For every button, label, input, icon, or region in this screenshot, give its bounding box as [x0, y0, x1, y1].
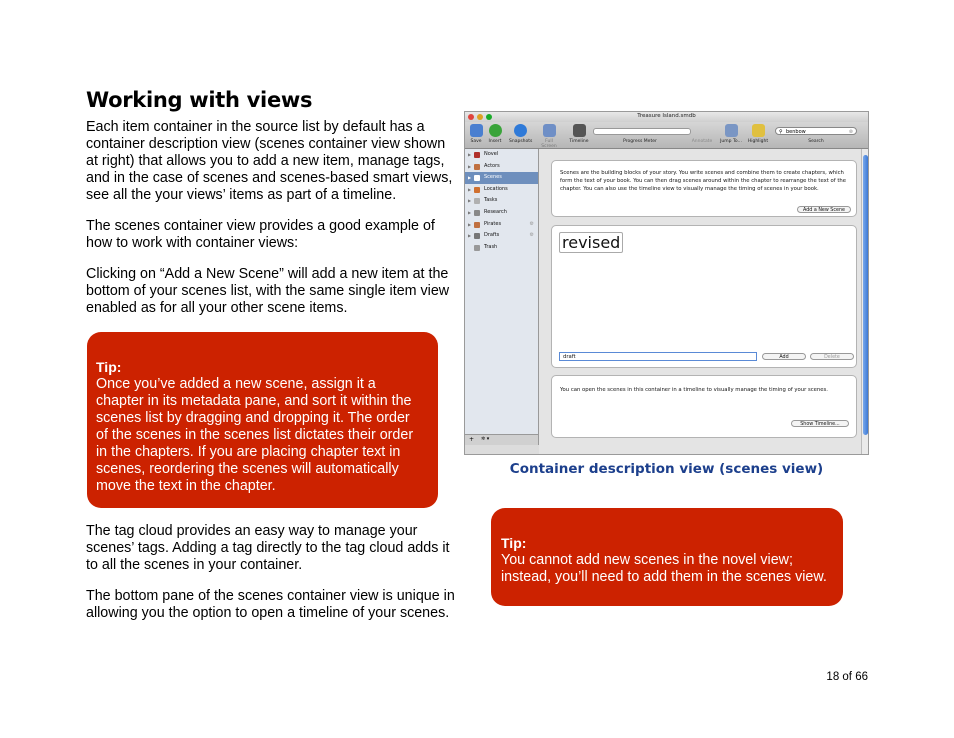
- disclosure-icon[interactable]: ▶: [468, 175, 472, 181]
- timeline-pane: [551, 375, 857, 438]
- sidebar-item-locations[interactable]: ▶ Locations: [465, 184, 538, 196]
- toolbar-save[interactable]: Save: [465, 124, 487, 144]
- sidebar-item-tasks[interactable]: ▶ Tasks: [465, 195, 538, 207]
- save-icon: [470, 124, 483, 137]
- drafts-icon: [474, 233, 480, 239]
- clear-search-icon[interactable]: ⊗: [848, 129, 853, 135]
- magnifier-icon: ⚲: [779, 129, 783, 135]
- tip-label: Tip:: [501, 535, 527, 551]
- tasks-icon: [474, 198, 480, 204]
- intro-paragraph: Each item container in the source list by default has a container description view (scenes container view shown at right) that allows you to add a new item, manage tags, and in the case of scenes and scenes-based smart views, see all the your views’ items as part of a timeline.: [86, 119, 453, 203]
- delete-tag-button[interactable]: Delete: [810, 353, 854, 360]
- sidebar-item-scenes[interactable]: ▶ Scenes: [465, 172, 538, 184]
- sidebar-item-drafts[interactable]: ▶ Drafts ⚙: [465, 230, 538, 242]
- source-list-bottom-bar: [465, 434, 538, 445]
- toolbar-timeline[interactable]: Timeline: [568, 124, 590, 144]
- disclosure-icon[interactable]: ▶: [468, 186, 472, 192]
- sidebar-item-research[interactable]: ▶ Research: [465, 207, 538, 219]
- full-screen-icon: [543, 124, 556, 137]
- novel-icon: [474, 152, 480, 158]
- smart-view-gear-icon[interactable]: ⚙: [529, 232, 534, 239]
- annotate-icon: [696, 124, 709, 137]
- toolbar-insert[interactable]: Insert: [484, 124, 506, 144]
- sidebar-item-actors[interactable]: ▶ Actors: [465, 161, 538, 173]
- highlight-icon: [752, 124, 765, 137]
- add-item-button[interactable]: +: [469, 436, 475, 443]
- vertical-scrollbar[interactable]: [861, 149, 869, 455]
- source-list: [465, 149, 539, 445]
- description-pane: [551, 160, 857, 217]
- disclosure-icon[interactable]: ▶: [468, 221, 472, 227]
- toolbar-search-label: Search: [808, 139, 824, 144]
- tag-input[interactable]: draft: [559, 352, 757, 361]
- insert-icon: [489, 124, 502, 137]
- progress-meter-bar: [593, 128, 691, 135]
- tip-text: You cannot add new scenes in the novel view; instead, you’ll need to add them in the scenes view.: [501, 552, 827, 585]
- toolbar-jump-to[interactable]: Jump To...: [718, 124, 744, 144]
- timeline-icon: [573, 124, 586, 137]
- page-title: Working with views: [86, 88, 313, 112]
- show-timeline-button[interactable]: Show Timeline...: [791, 420, 849, 427]
- scenes-icon: [474, 175, 480, 181]
- actors-icon: [474, 164, 480, 170]
- pirates-icon: [474, 222, 480, 228]
- timeline-description: You can open the scenes in this container in a timeline to visually manage the timing of your scenes.: [560, 387, 828, 393]
- smart-view-gear-icon[interactable]: ⚙: [529, 220, 534, 227]
- toolbar-highlight[interactable]: Highlight: [747, 124, 769, 144]
- trash-icon: [474, 245, 480, 251]
- sidebar-item-pirates[interactable]: ▶ Pirates ⚙: [465, 219, 538, 231]
- tag-cloud-tag[interactable]: revised: [559, 232, 623, 253]
- disclosure-icon[interactable]: ▶: [468, 163, 472, 169]
- tip-box-scenes: [87, 332, 438, 508]
- toolbar-progress-meter: Progress Meter: [623, 139, 657, 144]
- window-titlebar: [465, 112, 868, 122]
- tip-text: Once you’ve added a new scene, assign it a chapter in its metadata pane, and sort it within the scenes list by dragging and dropping it. The order of the scenes in the scenes list dictates their order in the chapters. If you are placing chapter text in scenes, reordering the scenes will automatically move the text in the chapter.: [96, 376, 414, 494]
- sidebar-item-novel[interactable]: ▶ Novel: [465, 149, 538, 161]
- disclosure-icon[interactable]: ▶: [468, 198, 472, 204]
- add-new-scene-button[interactable]: Add a New Scene: [797, 206, 851, 213]
- tip-label: Tip:: [96, 359, 122, 375]
- add-tag-button[interactable]: Add: [762, 353, 806, 360]
- container-view: [539, 149, 861, 455]
- figure-caption: Container description view (scenes view): [509, 461, 824, 477]
- add-scene-paragraph: Clicking on “Add a New Scene” will add a new item at the bottom of your scenes list, with the same single item view enabled as for all your other scene items.: [86, 266, 450, 316]
- example-paragraph: The scenes container view provides a good example of how to work with container views:: [86, 218, 435, 251]
- toolbar-full-screen[interactable]: Full Screen: [538, 124, 560, 149]
- research-icon: [474, 210, 480, 216]
- sidebar-item-trash[interactable]: Trash: [465, 242, 538, 254]
- disclosure-icon[interactable]: ▶: [468, 233, 472, 239]
- toolbar-snapshots[interactable]: Snapshots: [509, 124, 531, 144]
- scenes-view-screenshot: [464, 111, 869, 455]
- timeline-paragraph: The bottom pane of the scenes container view is unique in allowing you the option to open a timeline of your scenes.: [86, 588, 455, 621]
- disclosure-icon[interactable]: ▶: [468, 209, 472, 215]
- snapshots-icon: [514, 124, 527, 137]
- toolbar-annotate[interactable]: Annotate: [691, 124, 713, 144]
- tag-cloud-paragraph: The tag cloud provides an easy way to manage your scenes’ tags. Adding a tag directly to the tag cloud adds it to all the scenes in your container.: [86, 523, 450, 573]
- scrollbar-thumb[interactable]: [863, 155, 868, 435]
- disclosure-icon[interactable]: ▶: [468, 152, 472, 157]
- tip-box-novel-view: [491, 508, 843, 606]
- locations-icon: [474, 187, 480, 193]
- description-text: Scenes are the building blocks of your story. You write scenes and combine them to create chapters, which form the text of your book. You can then drag scenes around within the chapter to rearrange the text of the chapter. You can also use the timeline view to visually manage the timing of scenes in your book.: [560, 170, 847, 192]
- window-title: Treasure Island.smdb: [637, 113, 696, 119]
- tag-cloud-pane: [551, 225, 857, 368]
- search-input[interactable]: ⚲ benbow ⊗: [775, 127, 857, 135]
- jump-to-icon: [725, 124, 738, 137]
- page-number: 18 of 66: [826, 671, 868, 683]
- toolbar: [465, 122, 868, 149]
- action-menu-button[interactable]: ✲ ▾: [481, 436, 490, 442]
